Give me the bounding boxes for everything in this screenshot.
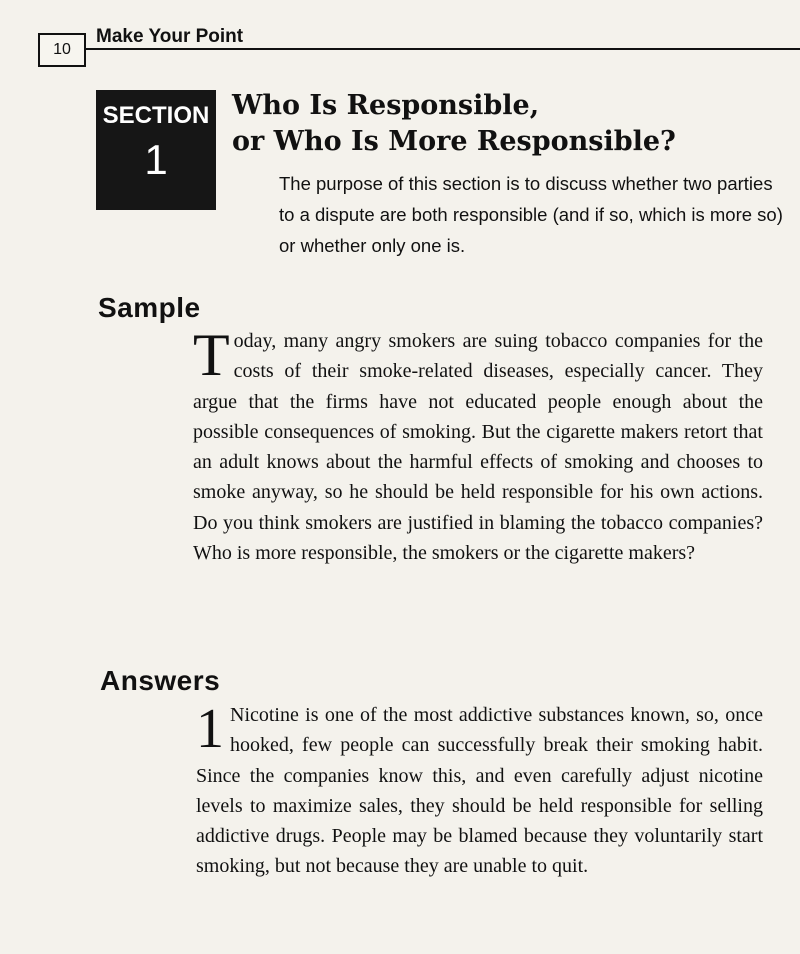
header-rule: [86, 48, 800, 50]
title-line-1: Who Is Responsible,: [232, 90, 540, 121]
section-number: 1: [144, 136, 168, 183]
answers-heading: Answers: [100, 665, 221, 696]
sample-dropcap: T: [193, 322, 230, 388]
page-number: 10: [38, 33, 86, 67]
title-line-2: or Who Is More Responsible?: [232, 126, 676, 157]
purpose-text: The purpose of this section is to discuss whether two parties to a dispute are both responsible (and if so, which is more so) or whether only one is.: [279, 173, 783, 256]
page-title: [232, 88, 792, 160]
section-label: SECTION: [102, 102, 210, 129]
sample-heading: Sample: [98, 292, 201, 323]
sample-body: oday, many angry smokers are suing tobacco companies for the costs of their smoke-related diseases, especially cancer. They argue that the firms have not educated people enough about the possible consequences of smoking. But the cigarette makers retort that an adult knows about the harmful effects of smoking and chooses to smoke anyway, so he should be held responsible for his own actions. Do you think smokers are justified in blaming the tobacco companies? Who is more responsible, the smokers or the cigarette makers?: [193, 330, 763, 565]
answer-number: 1: [196, 698, 224, 760]
answer-paragraph: [196, 700, 763, 882]
answer-body: Nicotine is one of the most addictive substances known, so, once hooked, few people can successfully break their smoking habit. Since the companies know this, and even carefully adjust nicotine levels to maximize sales, they should be held responsible for selling addictive drugs. People may be blamed because they voluntarily start smoking, but not because they are unable to quit.: [196, 704, 763, 878]
sample-paragraph: [193, 322, 763, 568]
running-title: Make Your Point: [96, 26, 244, 47]
section-badge: [96, 90, 216, 210]
